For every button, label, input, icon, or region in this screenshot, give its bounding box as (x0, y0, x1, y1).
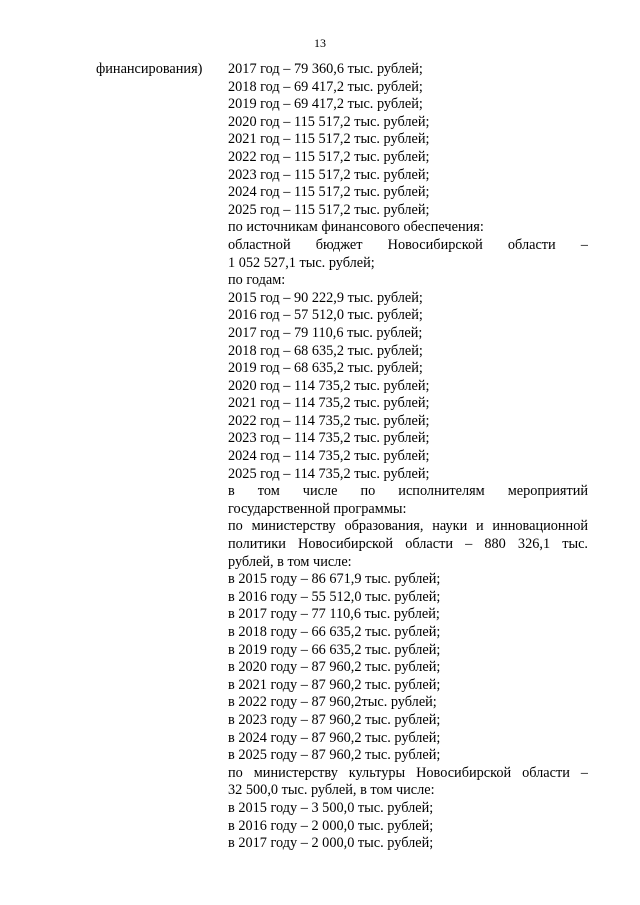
text-line: по министерству культуры Новосибирской области – (228, 764, 588, 781)
text-line: 2015 год – 90 222,9 тыс. рублей; (228, 289, 423, 306)
text-line: по министерству образования, науки и инновационной (228, 518, 588, 535)
text-line: 2022 год – 114 735,2 тыс. рублей; (228, 412, 430, 429)
text-line: в 2021 году – 87 960,2 тыс. рублей; (228, 676, 441, 693)
text-line: 32 500,0 тыс. рублей, в том числе: (228, 782, 435, 799)
text-line: рублей, в том числе: (228, 553, 352, 570)
text-line: 2022 год – 115 517,2 тыс. рублей; (228, 148, 430, 165)
text-line: областной бюджет Новосибирской области – (228, 236, 588, 253)
text-line: в 2019 году – 66 635,2 тыс. рублей; (228, 641, 441, 658)
text-line: в 2015 году – 86 671,9 тыс. рублей; (228, 571, 441, 588)
page-number: 13 (314, 36, 326, 50)
text-line: в 2022 году – 87 960,2тыс. рублей; (228, 694, 437, 711)
text-line: в 2018 году – 66 635,2 тыс. рублей; (228, 624, 441, 640)
text-line: по источникам финансового обеспечения: (228, 219, 484, 236)
text-line: политики Новосибирской области – 880 326,1 тыс. (228, 536, 588, 553)
text-line: по годам: (228, 272, 286, 289)
text-line: 1 052 527,1 тыс. рублей; (228, 254, 375, 271)
text-line: 2016 год – 57 512,0 тыс. рублей; (228, 307, 423, 324)
text-line: в 2025 году – 87 960,2 тыс. рублей; (228, 747, 441, 764)
text-line: в 2020 году – 87 960,2 тыс. рублей; (228, 659, 441, 676)
text-line: 2025 год – 114 735,2 тыс. рублей; (228, 465, 430, 482)
text-line: 2019 год – 69 417,2 тыс. рублей; (228, 96, 423, 113)
text-line: 2021 год – 115 517,2 тыс. рублей; (228, 131, 430, 148)
text-line: 2017 год – 79 110,6 тыс. рублей; (228, 324, 423, 341)
text-line: в том числе по исполнителям мероприятий (228, 483, 588, 500)
text-line: в 2023 году – 87 960,2 тыс. рублей; (228, 711, 441, 728)
text-line: 2023 год – 114 735,2 тыс. рублей; (228, 430, 430, 447)
text-line: в 2016 году – 55 512,0 тыс. рублей; (228, 588, 441, 605)
text-line: 2017 год – 79 360,6 тыс. рублей; (228, 61, 423, 77)
text-line: 2019 год – 68 635,2 тыс. рублей; (228, 360, 423, 377)
text-line: 2020 год – 115 517,2 тыс. рублей; (228, 113, 430, 130)
text-line: 2018 год – 68 635,2 тыс. рублей; (228, 342, 423, 359)
row-label: финансирования) (96, 61, 203, 77)
text-line: государственной программы: (228, 500, 407, 517)
text-line: 2024 год – 114 735,2 тыс. рублей; (228, 448, 430, 465)
text-line: в 2015 году – 3 500,0 тыс. рублей; (228, 799, 434, 816)
text-line: 2025 год – 115 517,2 тыс. рублей; (228, 201, 430, 218)
text-line: в 2017 году – 77 110,6 тыс. рублей; (228, 606, 440, 623)
text-line: в 2017 году – 2 000,0 тыс. рублей; (228, 835, 434, 852)
text-line: в 2016 году – 2 000,0 тыс. рублей; (228, 817, 434, 834)
financing-text-block (228, 61, 588, 853)
text-line: 2021 год – 114 735,2 тыс. рублей; (228, 395, 430, 412)
text-line: в 2024 году – 87 960,2 тыс. рублей; (228, 729, 441, 746)
text-line: 2020 год – 114 735,2 тыс. рублей; (228, 377, 430, 394)
text-line: 2023 год – 115 517,2 тыс. рублей; (228, 166, 430, 183)
text-line: 2024 год – 115 517,2 тыс. рублей; (228, 184, 430, 201)
text-line: 2018 год – 69 417,2 тыс. рублей; (228, 78, 423, 95)
